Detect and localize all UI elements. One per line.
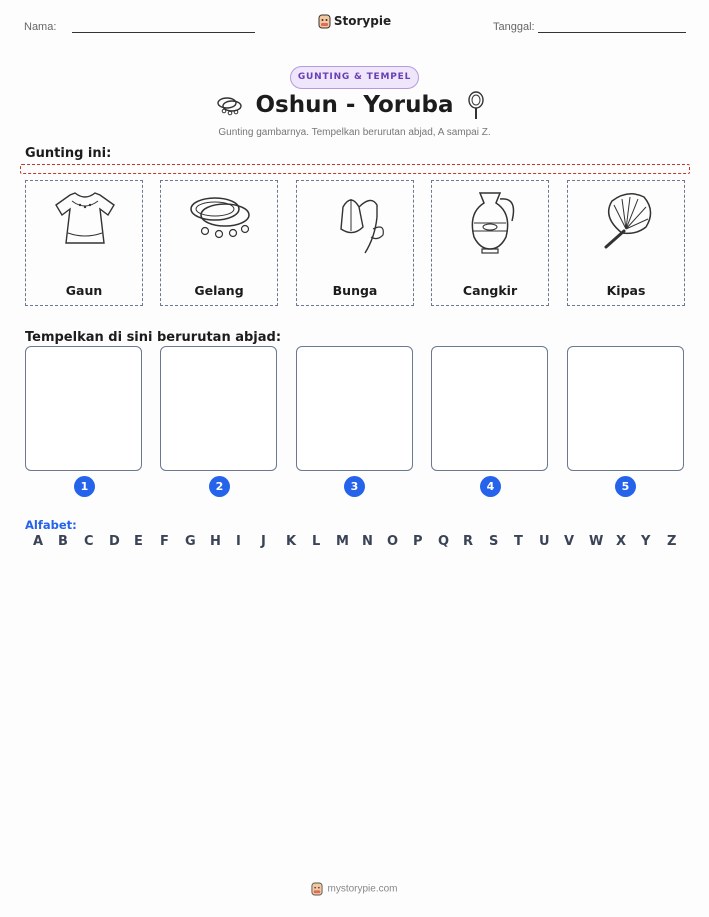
alphabet-letter: Q <box>438 534 450 549</box>
alphabet-letter: J <box>261 534 266 549</box>
alphabet-letter: P <box>413 534 423 549</box>
slot-number-5: 5 <box>615 476 636 497</box>
name-label: Nama: <box>24 21 57 33</box>
slot-number-1: 1 <box>74 476 95 497</box>
paste-slot-4[interactable] <box>431 346 548 471</box>
cut-card-gaun[interactable] <box>25 180 143 306</box>
alphabet-letter: U <box>539 534 550 549</box>
alphabet-letter: Y <box>641 534 651 549</box>
alphabet-letter: A <box>33 534 44 549</box>
alphabet-letter: E <box>134 534 143 549</box>
page-title: Oshun - Yoruba <box>255 92 454 118</box>
alphabet-letter: W <box>589 534 604 549</box>
paste-slot-5[interactable] <box>567 346 684 471</box>
alphabet-letter: X <box>616 534 627 549</box>
alphabet-letter: Z <box>667 534 677 549</box>
bracelet-icon <box>185 187 255 251</box>
alphabet-letter: F <box>160 534 169 549</box>
alphabet-letter: V <box>564 534 575 549</box>
card-label: Kipas <box>606 283 646 298</box>
alphabet-letter: S <box>489 534 499 549</box>
cut-card-cangkir[interactable] <box>431 180 549 306</box>
fan-icon <box>592 187 662 257</box>
slot-number-3: 3 <box>344 476 365 497</box>
instructions: Gunting gambarnya. Tempelkan berurutan abjad, A sampai Z. <box>218 127 491 138</box>
card-label: Gaun <box>65 283 103 298</box>
date-line <box>538 32 686 33</box>
alphabet-letter: I <box>236 534 241 549</box>
alphabet-letter: H <box>210 534 221 549</box>
alphabet-letter: T <box>514 534 523 549</box>
alphabet-letter: C <box>84 534 94 549</box>
name-line <box>72 32 255 33</box>
paste-slot-3[interactable] <box>296 346 413 471</box>
alphabet-letter: M <box>336 534 349 549</box>
brand <box>0 14 709 29</box>
activity-badge: GUNTING & TEMPEL <box>290 66 419 89</box>
dress-icon <box>50 187 120 251</box>
flower-icon <box>321 187 391 257</box>
alphabet-label: Alfabet: <box>25 518 77 532</box>
alphabet-letter: K <box>286 534 297 549</box>
paste-slot-2[interactable] <box>160 346 277 471</box>
cut-card-bunga[interactable] <box>296 180 414 306</box>
mirror-title-icon <box>466 91 486 121</box>
alphabet-letter: L <box>312 534 321 549</box>
slot-number-4: 4 <box>480 476 501 497</box>
cut-card-gelang[interactable] <box>160 180 278 306</box>
alphabet-letter: D <box>109 534 120 549</box>
alphabet-letter: G <box>185 534 196 549</box>
paste-heading: Tempelkan di sini berurutan abjad: <box>25 330 282 345</box>
footer-url[interactable]: mystorypie.com <box>327 883 398 895</box>
brand-name: Storypie <box>333 14 392 28</box>
alphabet-letter: O <box>387 534 399 549</box>
footer <box>0 882 709 896</box>
alphabet-letter: R <box>463 534 474 549</box>
card-label: Cangkir <box>462 283 518 298</box>
card-label: Gelang <box>194 283 244 298</box>
card-label: Bunga <box>332 283 378 298</box>
jug-icon <box>456 187 526 257</box>
slot-number-2: 2 <box>209 476 230 497</box>
cut-heading: Gunting ini: <box>25 146 112 161</box>
date-label: Tanggal: <box>493 21 535 33</box>
storypie-logo-icon <box>311 882 323 896</box>
alphabet-row <box>27 534 687 550</box>
alphabet-letter: N <box>362 534 373 549</box>
storypie-logo-icon <box>318 14 331 29</box>
alphabet-letter: B <box>58 534 68 549</box>
cut-card-kipas[interactable] <box>567 180 685 306</box>
paste-slot-1[interactable] <box>25 346 142 471</box>
cut-dashed-line <box>20 164 690 174</box>
